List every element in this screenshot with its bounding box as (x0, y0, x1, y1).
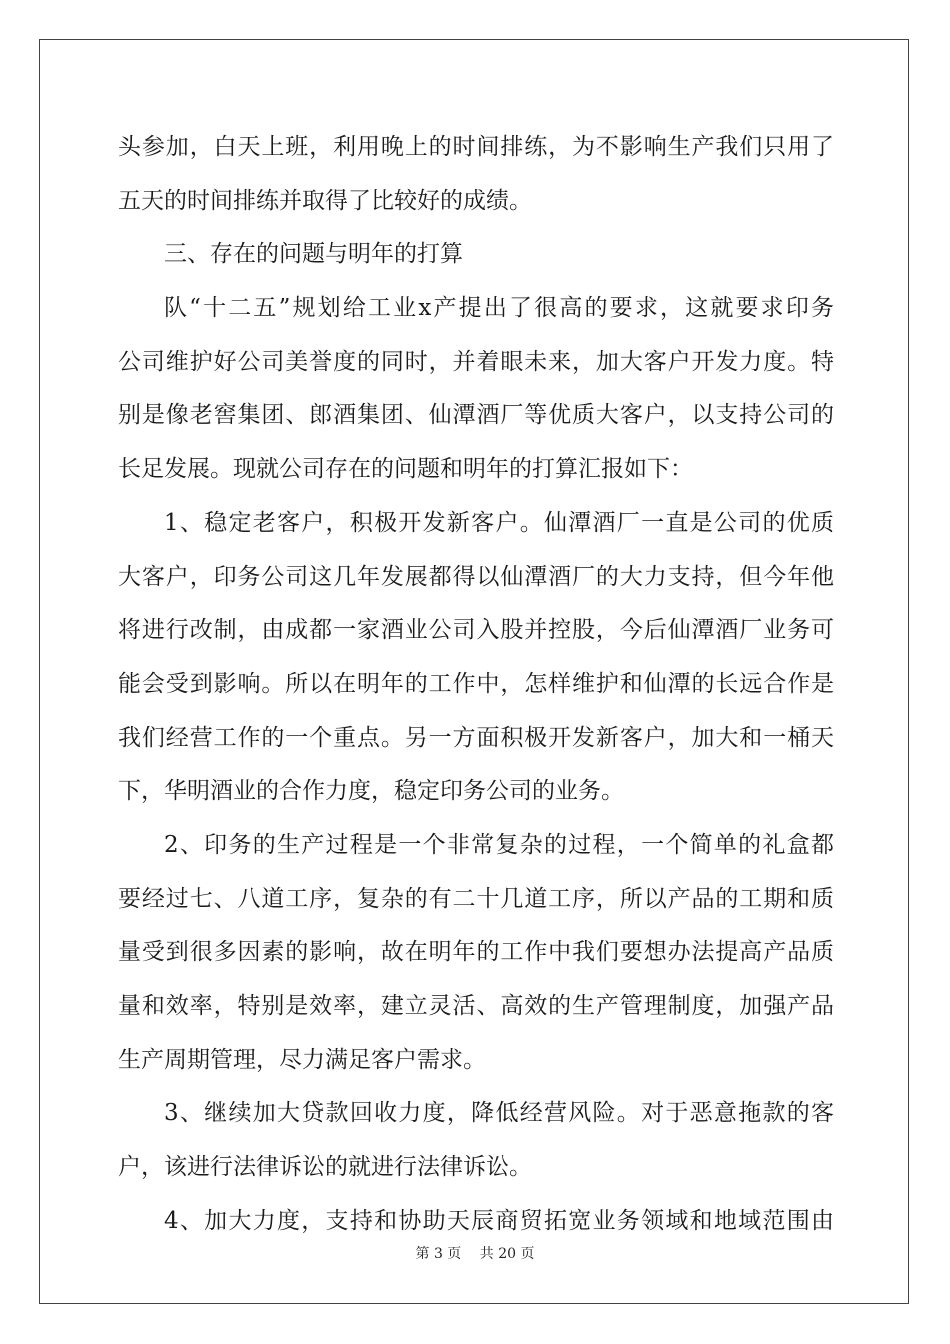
text-line: 头参加，白天上班，利用晚上的时间排练，为不影响生产我们只用了 (118, 134, 834, 160)
text-line: 4、加大力度，支持和协助天辰商贸拓宽业务领域和地域范围由 (164, 1207, 834, 1234)
text-line: 下，华明酒业的合作力度，稳定印务公司的业务。 (118, 778, 624, 805)
text-line: 五天的时间排练并取得了比较好的成绩。 (118, 187, 532, 214)
document-body (118, 121, 834, 1248)
text-line: 能会受到影响。所以在明年的工作中，怎样维护和仙潭的长远合作是 (118, 670, 834, 697)
text-line: 队“十二五”规划给工业x产提出了很高的要求，这就要求印务 (164, 295, 834, 322)
text-line: 量和效率，特别是效率，建立灵活、高效的生产管理制度，加强产品 (118, 993, 834, 1019)
text-line: 1、稳定老客户，积极开发新客户。仙潭酒厂一直是公司的优质 (164, 509, 834, 536)
text-line: 要经过七、八道工序，复杂的有二十几道工序，所以产品的工期和质 (118, 885, 834, 912)
text-line: 别是像老窖集团、郎酒集团、仙潭酒厂等优质大客户，以支持公司的 (118, 402, 834, 429)
text-line: 长足发展。现就公司存在的问题和明年的打算汇报如下： (118, 456, 693, 483)
page-number-footer: 第 3 页 共 20 页 (415, 1246, 535, 1262)
text-line: 三、存在的问题与明年的打算 (164, 241, 463, 268)
text-line: 2、印务的生产过程是一个非常复杂的过程，一个简单的礼盒都 (164, 831, 834, 858)
text-line: 生产周期管理，尽力满足客户需求。 (118, 1046, 486, 1073)
text-line: 公司维护好公司美誉度的同时，并着眼未来，加大客户开发力度。特 (118, 348, 834, 375)
text-line: 大客户，印务公司这几年发展都得以仙潭酒厂的大力支持，但今年他 (118, 563, 834, 590)
text-line: 我们经营工作的一个重点。另一方面积极开发新客户，加大和一桶天 (118, 724, 834, 751)
text-line: 3、继续加大贷款回收力度，降低经营风险。对于恶意拖款的客 (164, 1100, 834, 1127)
text-line: 户，该进行法律诉讼的就进行法律诉讼。 (118, 1154, 532, 1181)
text-line: 量受到很多因素的影响，故在明年的工作中我们要想办法提高产品质 (118, 939, 834, 966)
text-line: 将进行改制，由成都一家酒业公司入股并控股，今后仙潭酒厂业务可 (118, 617, 834, 644)
